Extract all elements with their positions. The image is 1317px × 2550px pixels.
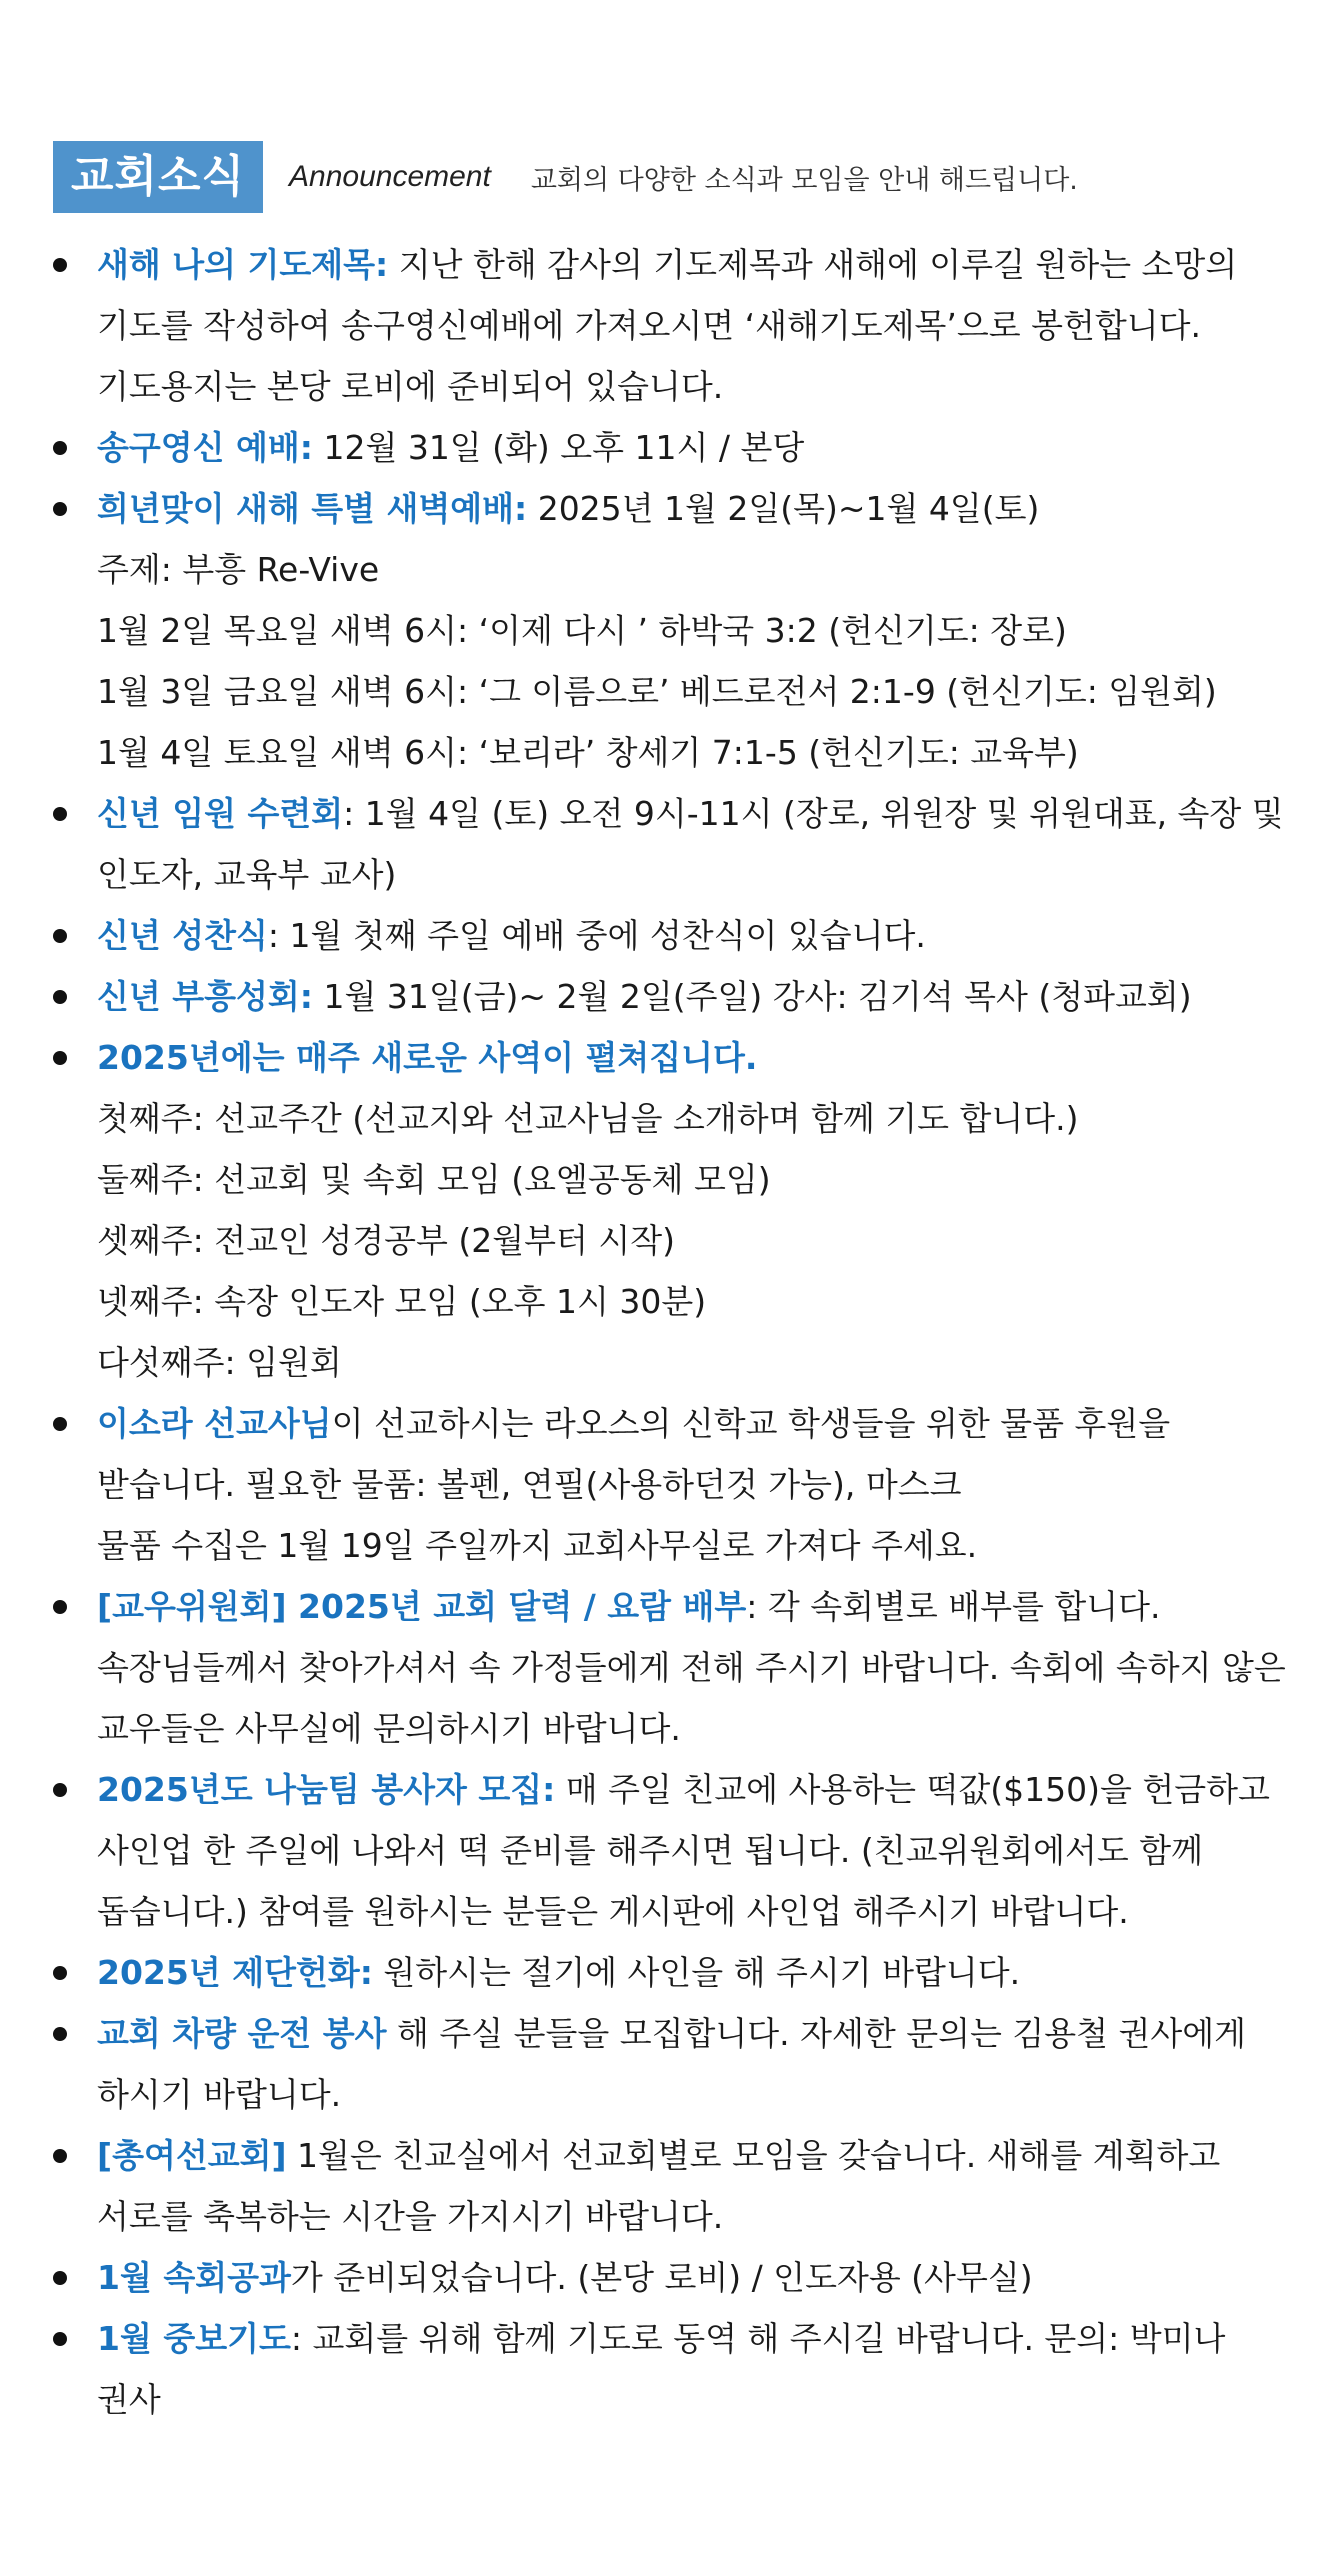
announcement-item [53, 234, 1299, 417]
announcement-item [53, 2308, 1299, 2430]
announcement-text: 지난 한해 감사의 기도제목과 새해에 이루길 원하는 소망의 기도를 작성하여 송구영신예배에 가져오시면 ‘새해기도제목’으로 봉헌합니다. 기도용지는 본당 로비에 준비되어 있습니다. [97, 245, 1238, 406]
announcement-label: 신년 임원 수련회 [97, 794, 344, 833]
announcement-label: 2025년 제단헌화: [97, 1953, 373, 1992]
announcement-label: 이소라 선교사님 [97, 1404, 332, 1443]
announcement-detail-line: 주제: 부흥 Re-Vive [97, 550, 380, 589]
announcement-text: : 각 속회별로 배부를 합니다. 속장님들께서 찾아가셔서 속 가정들에게 전해 주시기 바랍니다. 속회에 속하지 않은 교우들은 사무실에 문의하시기 바랍니다. [97, 1587, 1286, 1748]
section-title: 교회소식 [53, 141, 263, 213]
announcement-detail-line: 1월 2일 목요일 새벽 6시: ‘이제 다시 ’ 하박국 3:2 (헌신기도: 장로) [97, 611, 1067, 650]
announcement-item [53, 966, 1299, 1027]
announcement-label: [총여선교회] [97, 2136, 287, 2175]
bullet-dot-icon [53, 441, 67, 455]
announcement-item [53, 1759, 1299, 1942]
announcement-text: 원하시는 절기에 사인을 해 주시기 바랍니다. [372, 1953, 1021, 1992]
announcement-text: 1월은 친교실에서 선교회별로 모임을 갖습니다. 새해를 계획하고 서로를 축복하는 시간을 가지시기 바랍니다. [97, 2136, 1221, 2236]
announcement-detail-line: 셋째주: 전교인 성경공부 (2월부터 시작) [97, 1221, 675, 1260]
announcement-detail-line: 물품 수집은 1월 19일 주일까지 교회사무실로 가져다 주세요. [97, 1526, 978, 1565]
bullet-dot-icon [53, 1966, 67, 1980]
announcement-label: 2025년에는 매주 새로운 사역이 펼쳐집니다. [97, 1038, 758, 1077]
announcement-item [53, 1942, 1299, 2003]
announcement-text: 이 선교하시는 라오스의 신학교 학생들을 위한 물품 후원을 받습니다. 필요한 물품: 볼펜, 연필(사용하던것 가능), 마스크 [97, 1404, 1171, 1504]
announcement-detail-line: 첫째주: 선교주간 (선교지와 선교사님을 소개하며 함께 기도 합니다.) [97, 1099, 1079, 1138]
announcement-text: : 1월 4일 (토) 오전 9시-11시 (장로, 위원장 및 위원대표, 속장 및 인도자, 교육부 교사) [97, 794, 1284, 894]
bullet-dot-icon [53, 1051, 67, 1065]
announcement-text: 2025년 1월 2일(목)~1월 4일(토) [527, 489, 1040, 528]
bullet-dot-icon [53, 807, 67, 821]
bullet-dot-icon [53, 258, 67, 272]
announcement-label: 송구영신 예배: [97, 428, 313, 467]
bullet-dot-icon [53, 1600, 67, 1614]
announcement-list [53, 234, 1299, 2430]
announcement-text: : 교회를 위해 함께 기도로 동역 해 주시길 바랍니다. 문의: 박미나 권사 [97, 2319, 1226, 2419]
announcement-detail-line: 둘째주: 선교회 및 속회 모임 (요엘공동체 모임) [97, 1160, 771, 1199]
announcement-label: 2025년도 나눔팀 봉사자 모집: [97, 1770, 556, 1809]
announcement-text: 1월 31일(금)~ 2월 2일(주일) 강사: 김기석 목사 (청파교회) [312, 977, 1192, 1016]
announcement-label: 1월 속회공과 [97, 2258, 291, 2297]
bullet-dot-icon [53, 2271, 67, 2285]
announcement-item [53, 2247, 1299, 2308]
announcement-label: 희년맞이 새해 특별 새벽예배: [97, 489, 528, 528]
bullet-dot-icon [53, 990, 67, 1004]
announcement-label: [교우위원회] 2025년 교회 달력 / 요람 배부 [97, 1587, 747, 1626]
announcement-label: 교회 차량 운전 봉사 [97, 2014, 387, 2053]
bullet-dot-icon [53, 929, 67, 943]
announcement-label: 신년 부흥성회: [97, 977, 313, 1016]
announcement-detail-line: 1월 3일 금요일 새벽 6시: ‘그 이름으로’ 베드로전서 2:1-9 (헌신기도: 임원회) [97, 672, 1217, 711]
announcement-label: 신년 성찬식 [97, 916, 268, 955]
bullet-dot-icon [53, 2149, 67, 2163]
section-header [53, 140, 1299, 214]
announcement-text: 가 준비되었습니다. (본당 로비) / 인도자용 (사무실) [290, 2258, 1033, 2297]
bullet-dot-icon [53, 1783, 67, 1797]
bullet-dot-icon [53, 1417, 67, 1431]
announcement-text: 매 주일 친교에 사용하는 떡값($150)을 헌금하고 사인업 한 주일에 나와서 떡 준비를 해주시면 됩니다. (친교위원회에서도 함께 돕습니다.) 참여를 원하시는 분들은 게시판에 사인업 해주시기 바랍니다. [97, 1770, 1270, 1931]
bullet-dot-icon [53, 502, 67, 516]
announcement-label: 1월 중보기도 [97, 2319, 291, 2358]
announcement-detail-line: 1월 4일 토요일 새벽 6시: ‘보리라’ 창세기 7:1-5 (헌신기도: 교육부) [97, 733, 1079, 772]
announcement-item [53, 1393, 1299, 1576]
bullet-dot-icon [53, 2027, 67, 2041]
announcement-item [53, 2003, 1299, 2125]
announcement-label: 새해 나의 기도제목: [97, 245, 389, 284]
announcement-item [53, 1027, 1299, 1393]
announcement-detail-line: 넷째주: 속장 인도자 모임 (오후 1시 30분) [97, 1282, 707, 1321]
announcement-text: : 1월 첫째 주일 예배 중에 성찬식이 있습니다. [267, 916, 926, 955]
announcement-item [53, 905, 1299, 966]
announcement-text: 해 주실 분들을 모집합니다. 자세한 문의는 김용철 권사에게 하시기 바랍니다. [97, 2014, 1246, 2114]
announcement-item [53, 2125, 1299, 2247]
section-description: 교회의 다양한 소식과 모임을 안내 해드립니다. [530, 164, 1078, 196]
announcement-detail-line: 다섯째주: 임원회 [97, 1343, 342, 1382]
bullet-dot-icon [53, 2332, 67, 2346]
section-subtitle-en: Announcement [289, 160, 491, 193]
announcement-item [53, 478, 1299, 783]
announcement-item [53, 1576, 1299, 1759]
announcement-item [53, 783, 1299, 905]
announcement-item [53, 417, 1299, 478]
announcement-text: 12월 31일 (화) 오후 11시 / 본당 [312, 428, 805, 467]
